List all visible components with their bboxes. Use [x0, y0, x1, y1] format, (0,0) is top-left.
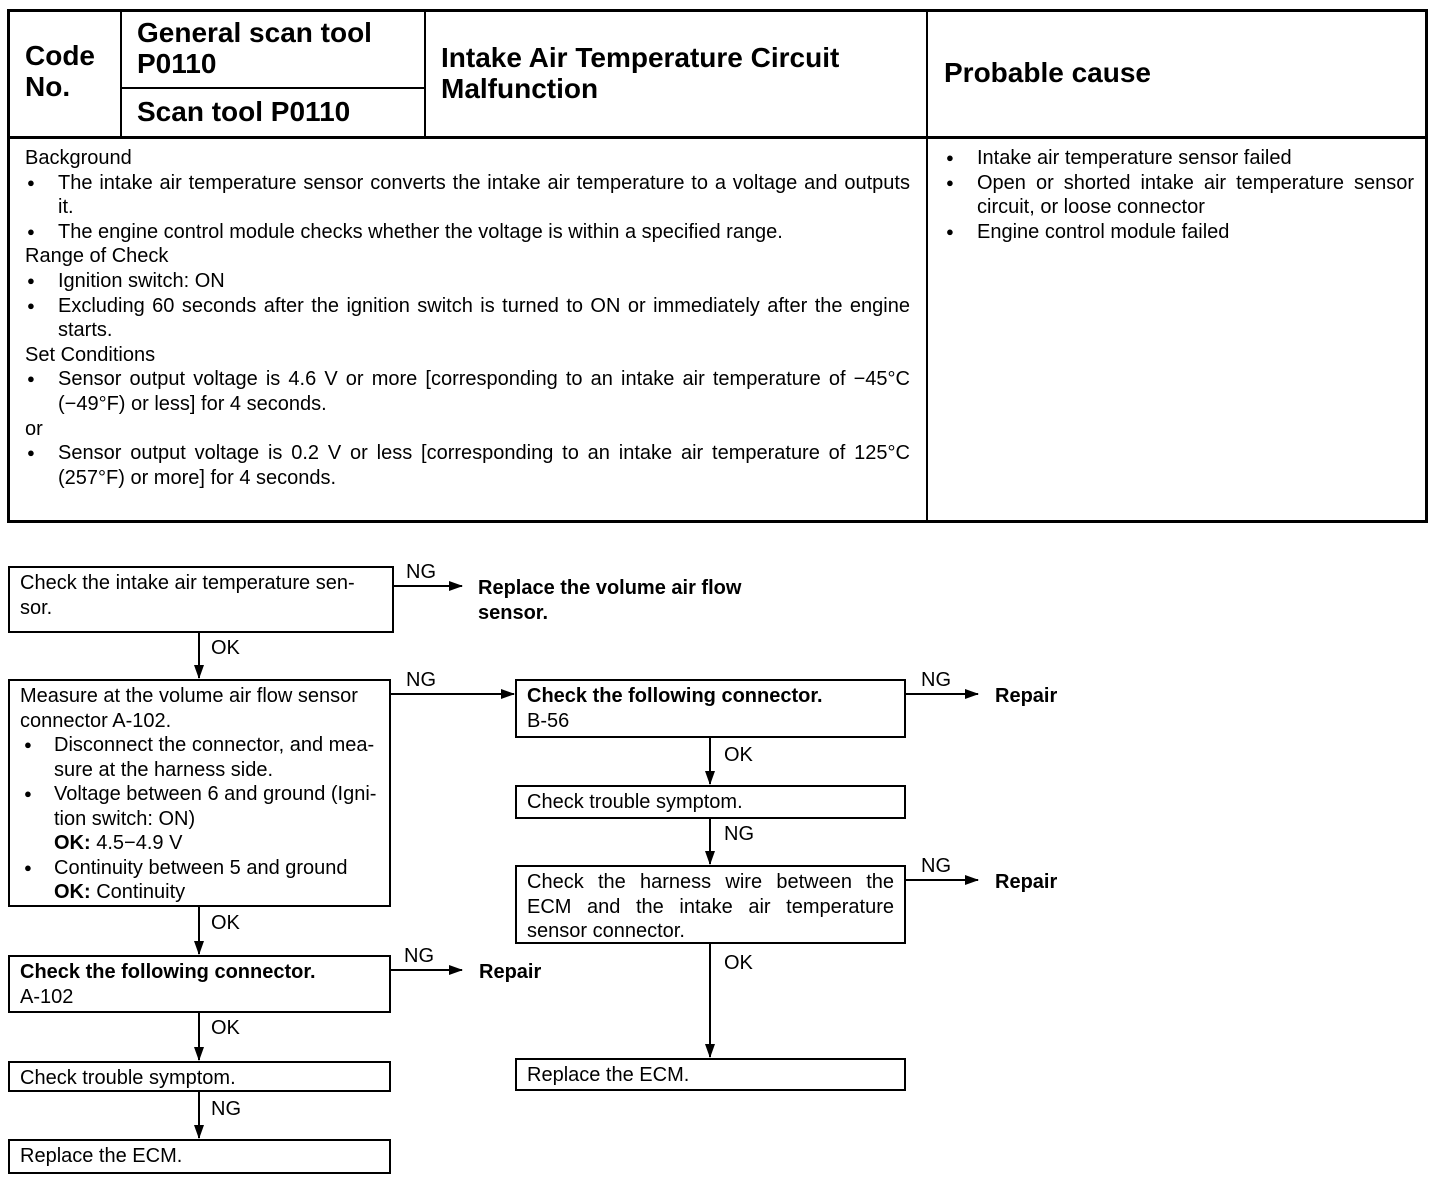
flow-step-check-connector-b56	[515, 679, 906, 738]
flow-step-check-symptom	[8, 1061, 391, 1092]
background-item: ● The engine control module checks whether the voltage is within a specified range.	[25, 220, 910, 245]
ng-label: NG	[211, 1098, 241, 1120]
flow-step-check-sensor	[8, 566, 394, 633]
flow-step-bullet	[20, 856, 379, 905]
range-label: Range of Check	[25, 245, 169, 268]
flow-step-check-connector-a102	[8, 955, 391, 1013]
flow-step-text: Check the intake air temperature sen-sor.	[20, 572, 355, 619]
probable-cause-label: Probable cause	[944, 57, 1151, 88]
result-repair: Repair	[995, 685, 1058, 707]
ok-label: OK	[211, 912, 240, 934]
ng-label: NG	[921, 855, 951, 877]
scan-tool: Scan tool P0110	[137, 96, 351, 127]
background-label: Background	[25, 147, 132, 169]
flow-step-text: Check trouble symptom.	[20, 1067, 236, 1089]
flow-step-bullet	[20, 782, 379, 856]
flow-step-bullet: ● Disconnect the connector, and mea-sure at the harness side.	[20, 733, 379, 782]
result-replace-vaf-sensor: Replace the volume air flow sensor.	[478, 577, 742, 624]
ng-label: NG	[921, 669, 951, 691]
flow-step-bullet-text: Voltage between 6 and ground (Igni-tion switch: ON)	[54, 783, 377, 830]
set-conditions-label: Set Conditions	[25, 343, 156, 366]
ok-value: 4.5−4.9 V	[96, 832, 183, 854]
ok-label: OK:	[54, 881, 91, 903]
general-scan-tool: General scan tool P0110	[137, 17, 372, 79]
connector-id: B-56	[527, 709, 570, 732]
flow-step-text: Replace the ECM.	[527, 1064, 690, 1086]
flow-step-replace-ecm	[8, 1139, 391, 1174]
flow-step-check-harness	[515, 865, 906, 944]
probable-cause-item: ● Open or shorted intake air temperature sensor circuit, or loose connector	[944, 171, 1414, 220]
ok-label: OK	[724, 952, 753, 974]
flow-step-bullet-text: Continuity between 5 and ground	[54, 856, 348, 879]
ok-label: OK	[724, 744, 753, 766]
ok-value: Continuity	[96, 881, 186, 903]
flow-step-text: Check the harness wire between the ECM and the intake air temperature sensor connector.	[527, 871, 894, 942]
range-item: ● Ignition switch: ON	[25, 269, 910, 294]
set-condition-item: ● Sensor output voltage is 0.2 V or less [corresponding to an intake air temperature of 125°C (257°F) or more] for 4 seconds.	[25, 441, 910, 490]
connector-id: A-102	[20, 985, 74, 1008]
or-label: or	[25, 417, 43, 440]
set-condition-item: ● Sensor output voltage is 4.6 V or more [corresponding to an intake air temperature of −45°C (−49°F) or less] for 4 seconds.	[25, 367, 910, 416]
ng-label: NG	[406, 669, 436, 691]
flow-step-title: Check the following connector.	[20, 961, 316, 983]
probable-cause-item: ● Intake air temperature sensor failed	[944, 146, 1414, 171]
page-title: Intake Air Temperature Circuit Malfunction	[441, 42, 840, 104]
ok-label: OK	[211, 637, 240, 659]
code-no-label: Code No.	[25, 40, 95, 102]
result-repair: Repair	[995, 871, 1058, 893]
ng-label: NG	[404, 945, 434, 967]
probable-cause-item: ● Engine control module failed	[944, 220, 1414, 245]
flow-step-replace-ecm-right	[515, 1058, 906, 1091]
flow-step-text: Replace the ECM.	[20, 1145, 183, 1167]
ng-label: NG	[406, 561, 436, 583]
result-repair: Repair	[479, 961, 542, 983]
flow-step-check-symptom-right	[515, 785, 906, 819]
background-item: ● The intake air temperature sensor converts the intake air temperature to a voltage and outputs it.	[25, 171, 910, 220]
range-item: ● Excluding 60 seconds after the ignition switch is turned to ON or immediately after the engine starts.	[25, 294, 910, 343]
ok-label: OK	[211, 1017, 240, 1039]
ng-label: NG	[724, 823, 754, 845]
flow-step-measure	[8, 679, 391, 907]
flow-step-title: Check the following connector.	[527, 685, 823, 707]
flow-step-intro: Measure at the volume air flow sensor connector A-102.	[20, 685, 358, 732]
ok-label: OK:	[54, 832, 91, 854]
flow-step-text: Check trouble symptom.	[527, 791, 743, 813]
